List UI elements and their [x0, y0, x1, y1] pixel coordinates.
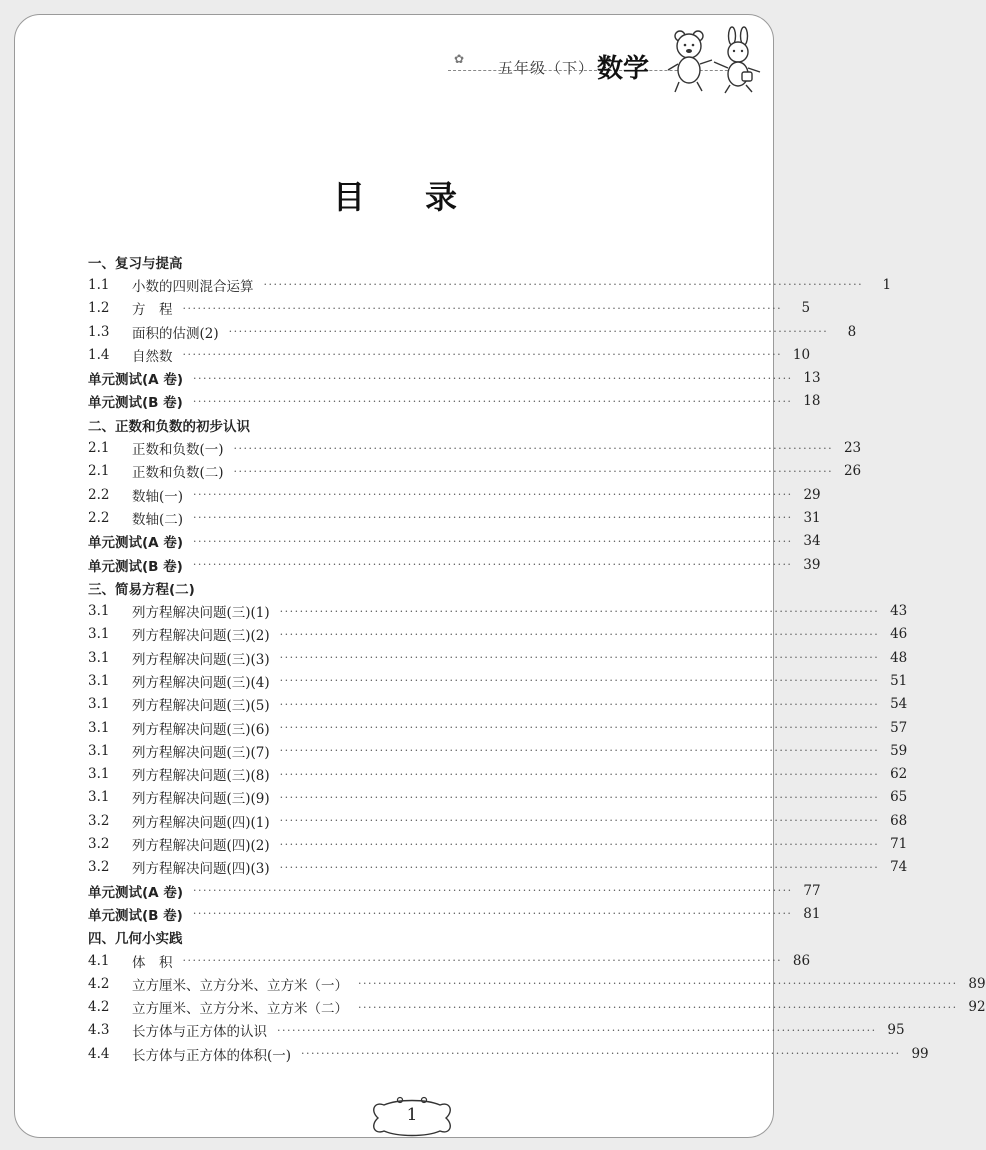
entry-title: 列方程解决问题(四)(2) [132, 838, 270, 855]
entry-page-number: 89 [968, 975, 986, 992]
toc-unit-test-entry [88, 879, 821, 902]
entry-page-number: 59 [890, 742, 908, 759]
toc-unit-test-entry [88, 553, 821, 576]
entry-number: 2.2 [88, 486, 110, 503]
entry-title: 列方程解决问题(四)(3) [132, 861, 270, 878]
grade-label: 五年级（下） [498, 59, 595, 77]
entry-page-number: 99 [911, 1045, 929, 1062]
entry-number: 1.1 [88, 276, 110, 293]
dot-leader: ························································································································ [358, 977, 958, 991]
entry-number: 3.1 [88, 766, 110, 783]
entry-number: 4.3 [88, 1022, 110, 1039]
entry-title: 列方程解决问题(三)(3) [132, 651, 270, 668]
section-heading: 四、几何小实践 [88, 931, 183, 948]
entry-page-number: 92 [968, 999, 986, 1016]
toc-entry [88, 599, 908, 622]
entry-page-number: 23 [843, 440, 862, 457]
dot-leader: ························································································································ [263, 278, 864, 292]
toc-entry [88, 273, 892, 296]
entry-number: 3.1 [88, 742, 110, 759]
entry-page-number: 68 [890, 812, 908, 829]
entry-page-number: 43 [890, 603, 908, 620]
entry-page-number: 31 [803, 509, 821, 526]
entry-number: 2.1 [88, 463, 110, 480]
entry-title: 列方程解决问题(三)(7) [132, 744, 270, 761]
toc-entry [88, 436, 862, 459]
dot-leader: ························································································································ [193, 511, 793, 525]
toc-entry [88, 809, 908, 832]
entry-number: 4.2 [88, 975, 110, 992]
entry-title: 立方厘米、立方分米、立方米（一） [132, 977, 348, 994]
dot-leader: ························································································································ [358, 1000, 958, 1014]
entry-number: 3.2 [88, 859, 110, 876]
page-footer [370, 1093, 454, 1143]
toc-unit-test-entry [88, 902, 821, 925]
toc-entry [88, 972, 986, 995]
entry-title: 数轴(二) [132, 511, 184, 528]
entry-title: 方 程 [132, 302, 173, 319]
entry-page-number: 29 [803, 486, 821, 503]
entry-title: 单元测试(A 卷) [88, 884, 183, 901]
mascot-illustration [666, 28, 766, 94]
entry-number: 4.1 [88, 952, 110, 969]
dot-leader: ························································································································ [192, 907, 793, 921]
section-heading: 三、简易方程(二) [88, 581, 195, 598]
dot-leader: ························································································································ [182, 348, 783, 362]
toc-entry [88, 786, 908, 809]
rabbit-icon [714, 27, 760, 93]
toc-entry [88, 856, 908, 879]
dot-leader: ························································································································ [182, 301, 783, 315]
entry-number: 4.2 [88, 999, 110, 1016]
entry-page-number: 34 [803, 533, 821, 550]
dot-leader: ························································································································ [192, 394, 793, 408]
toc-unit-test-entry [88, 390, 821, 413]
flower-icon: ✿ [454, 52, 465, 66]
entry-number: 3.1 [88, 626, 110, 643]
entry-page-number: 39 [803, 556, 821, 573]
toc-entry [88, 669, 908, 692]
toc-entry [88, 693, 908, 716]
entry-title: 正数和负数(二) [132, 465, 224, 482]
entry-title: 立方厘米、立方分米、立方米（二） [132, 1001, 348, 1018]
toc-entry [88, 739, 908, 762]
dot-leader: ························································································································ [192, 558, 793, 571]
dot-leader: ························································································································ [228, 325, 829, 339]
entry-title: 小数的四则混合运算 [132, 278, 254, 295]
entry-title: 单元测试(A 卷) [88, 535, 183, 552]
entry-title: 列方程解决问题(四)(1) [132, 814, 270, 831]
entry-title: 单元测试(A 卷) [88, 372, 183, 389]
entry-title: 体 积 [132, 954, 173, 971]
page-number: 1 [406, 1105, 418, 1125]
dot-leader: ························································································································ [279, 744, 880, 758]
bear-icon [668, 31, 712, 92]
dot-leader: ························································································································ [193, 488, 793, 502]
toc-entry [88, 716, 908, 739]
entry-number: 3.1 [88, 719, 110, 736]
entry-page-number: 86 [792, 952, 811, 969]
toc-unit-test-entry [88, 366, 821, 389]
toc-entry [88, 1042, 929, 1065]
entry-title: 列方程解决问题(三)(4) [132, 674, 270, 691]
entry-page-number: 13 [803, 370, 821, 387]
entry-page-number: 26 [843, 463, 862, 480]
toc-entry [88, 483, 821, 506]
entry-title: 列方程解决问题(三)(1) [132, 605, 270, 622]
dot-leader: ························································································································ [233, 441, 834, 455]
dot-leader: ························································································································ [301, 1047, 901, 1061]
dot-leader: ························································································································ [233, 464, 834, 478]
entry-number: 3.1 [88, 672, 110, 689]
toc-entry [88, 646, 908, 669]
dot-leader: ························································································································ [193, 884, 793, 898]
entry-title: 列方程解决问题(三)(8) [132, 768, 270, 785]
dot-leader: ························································································································ [193, 371, 793, 385]
dot-leader: ························································································································ [279, 697, 880, 711]
entry-title: 面积的估测(2) [132, 325, 219, 342]
entry-title: 长方体与正方体的体积(一) [132, 1047, 292, 1064]
entry-title: 正数和负数(一) [132, 442, 224, 459]
page-header [440, 26, 770, 96]
section-heading: 一、复习与提高 [88, 255, 183, 272]
entry-page-number: 8 [847, 323, 857, 340]
entry-title: 单元测试(B 卷) [88, 907, 183, 924]
section-heading: 二、正数和负数的初步认识 [88, 418, 250, 435]
toc-entry [88, 623, 908, 646]
subject-label: 数学 [597, 54, 650, 84]
dot-leader: ························································································································ [279, 721, 880, 735]
entry-page-number: 77 [803, 882, 821, 899]
entry-page-number: 1 [882, 276, 892, 293]
entry-number: 1.3 [88, 323, 110, 340]
entry-title: 列方程解决问题(三)(5) [132, 698, 270, 715]
entry-page-number: 10 [792, 346, 811, 363]
dot-leader: ························································································································ [279, 627, 880, 641]
dot-leader: ························································································································ [279, 837, 880, 851]
dot-leader: ························································································································ [279, 814, 880, 828]
entry-page-number: 71 [890, 836, 908, 853]
dot-leader: ························································································································ [193, 534, 793, 548]
dot-leader: ························································································································ [279, 767, 880, 781]
entry-page-number: 48 [890, 649, 908, 666]
dot-leader: ························································································································ [279, 860, 880, 874]
toc-entry [88, 460, 862, 483]
entry-title: 列方程解决问题(三)(2) [132, 628, 270, 645]
entry-page-number: 62 [890, 766, 908, 783]
dot-leader: ························································································································ [279, 651, 880, 665]
dot-leader: ························································································································ [277, 1023, 877, 1037]
dot-leader: ························································································································ [279, 674, 880, 688]
entry-page-number: 54 [890, 696, 908, 713]
entry-number: 3.1 [88, 649, 110, 666]
toc-entry [88, 506, 821, 529]
entry-number: 2.2 [88, 509, 110, 526]
entry-title: 单元测试(B 卷) [88, 558, 183, 575]
entry-number: 3.2 [88, 812, 110, 829]
entry-title: 自然数 [132, 348, 173, 365]
toc-entry [88, 343, 811, 366]
toc-entry [88, 763, 908, 786]
entry-page-number: 51 [890, 672, 908, 689]
toc-entry [88, 297, 811, 320]
dot-leader: ························································································································ [279, 790, 880, 804]
entry-number: 3.1 [88, 603, 110, 620]
entry-number: 3.1 [88, 696, 110, 713]
entry-page-number: 46 [890, 626, 908, 643]
entry-page-number: 81 [803, 905, 821, 922]
dot-leader: ························································································································ [279, 604, 880, 618]
entry-page-number: 95 [887, 1022, 905, 1039]
entry-number: 1.4 [88, 346, 110, 363]
entry-number: 1.2 [88, 300, 110, 317]
entry-title: 长方体与正方体的认识 [132, 1024, 267, 1041]
entry-number: 2.1 [88, 440, 110, 457]
toc-unit-test-entry [88, 530, 821, 553]
entry-title: 列方程解决问题(三)(6) [132, 721, 270, 738]
toc-entry [88, 949, 811, 972]
toc-entry [88, 832, 908, 855]
toc-entry [88, 320, 857, 343]
toc-entry [88, 1019, 905, 1042]
toc-entry [88, 996, 986, 1019]
entry-page-number: 74 [890, 859, 908, 876]
entry-page-number: 5 [801, 300, 811, 317]
dot-leader: ························································································································ [182, 954, 783, 968]
entry-title: 列方程解决问题(三)(9) [132, 791, 270, 808]
entry-title: 单元测试(B 卷) [88, 395, 183, 412]
table-of-contents [88, 250, 986, 1065]
entry-page-number: 18 [803, 393, 821, 410]
entry-number: 3.2 [88, 836, 110, 853]
entry-page-number: 65 [890, 789, 908, 806]
entry-number: 3.1 [88, 789, 110, 806]
entry-number: 4.4 [88, 1045, 110, 1062]
entry-title: 数轴(一) [132, 488, 184, 505]
page-title: 目录 [332, 178, 517, 216]
entry-page-number: 57 [890, 719, 908, 736]
